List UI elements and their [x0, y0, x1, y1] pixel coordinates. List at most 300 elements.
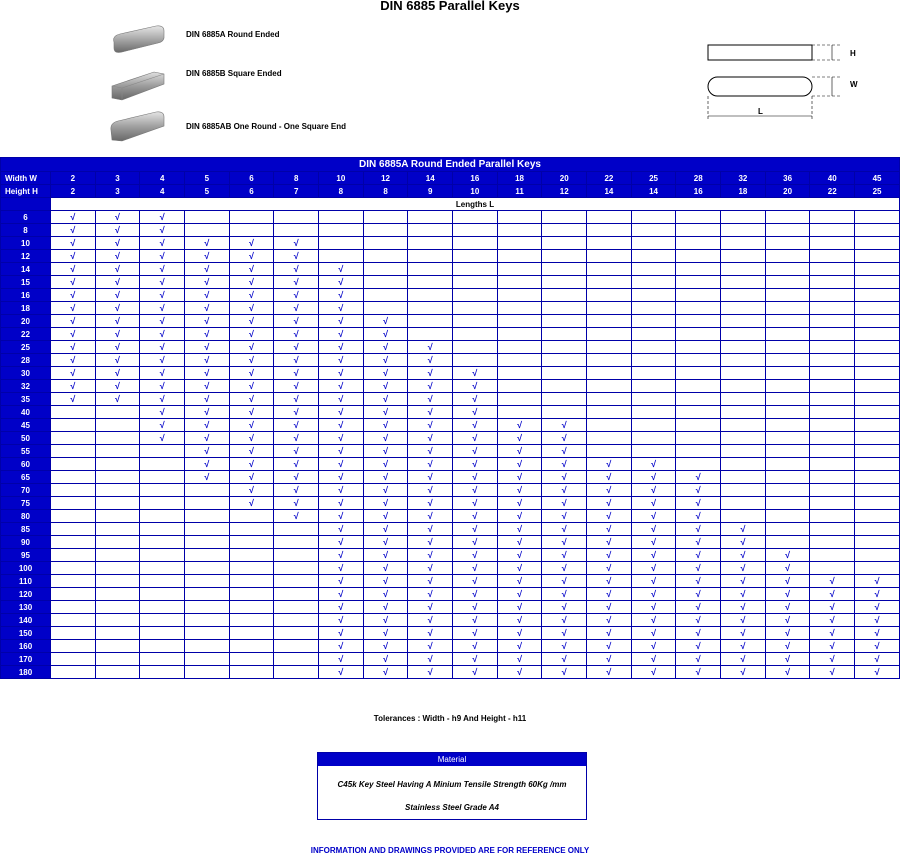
height-value: 22 [810, 185, 855, 198]
availability-check: √ [363, 549, 408, 562]
availability-check: √ [51, 380, 96, 393]
availability-check: √ [721, 523, 766, 536]
availability-check: √ [542, 601, 587, 614]
availability-check: √ [319, 341, 364, 354]
availability-check: √ [587, 666, 632, 679]
availability-check: √ [319, 302, 364, 315]
availability-check: √ [631, 471, 676, 484]
availability-check: √ [274, 419, 319, 432]
empty-cell [319, 211, 364, 224]
empty-cell [721, 458, 766, 471]
availability-check: √ [95, 263, 140, 276]
empty-cell [408, 276, 453, 289]
availability-check: √ [140, 419, 185, 432]
empty-cell [676, 406, 721, 419]
availability-check: √ [363, 367, 408, 380]
availability-check: √ [855, 575, 900, 588]
table-row [1, 666, 900, 679]
availability-check: √ [676, 510, 721, 523]
length-value: 8 [1, 224, 51, 237]
width-value: 28 [676, 172, 721, 185]
availability-check: √ [587, 484, 632, 497]
empty-cell [51, 536, 96, 549]
length-value: 75 [1, 497, 51, 510]
availability-check: √ [140, 237, 185, 250]
availability-check: √ [408, 523, 453, 536]
empty-cell [185, 588, 230, 601]
length-value: 35 [1, 393, 51, 406]
availability-check: √ [363, 471, 408, 484]
empty-cell [363, 263, 408, 276]
availability-check: √ [497, 640, 542, 653]
availability-check: √ [274, 497, 319, 510]
empty-cell [274, 588, 319, 601]
availability-check: √ [274, 354, 319, 367]
availability-check: √ [229, 237, 274, 250]
empty-cell [855, 341, 900, 354]
availability-check: √ [140, 315, 185, 328]
empty-cell [453, 211, 498, 224]
availability-check: √ [408, 367, 453, 380]
length-value: 22 [1, 328, 51, 341]
availability-check: √ [229, 263, 274, 276]
empty-cell [408, 211, 453, 224]
empty-cell [408, 250, 453, 263]
empty-cell [497, 276, 542, 289]
table-caption: DIN 6885A Round Ended Parallel Keys [1, 158, 900, 172]
empty-cell [274, 224, 319, 237]
empty-cell [765, 445, 810, 458]
availability-check: √ [542, 666, 587, 679]
availability-check: √ [587, 653, 632, 666]
availability-check: √ [51, 341, 96, 354]
empty-cell [497, 211, 542, 224]
availability-check: √ [542, 640, 587, 653]
empty-cell [51, 562, 96, 575]
empty-cell [676, 367, 721, 380]
availability-check: √ [185, 367, 230, 380]
length-dim-label: L [758, 107, 763, 116]
height-value: 8 [363, 185, 408, 198]
availability-check: √ [229, 380, 274, 393]
availability-check: √ [274, 471, 319, 484]
availability-check: √ [274, 432, 319, 445]
empty-cell [497, 263, 542, 276]
empty-cell [587, 237, 632, 250]
availability-check: √ [497, 471, 542, 484]
empty-cell [855, 289, 900, 302]
empty-cell [631, 289, 676, 302]
empty-cell [140, 601, 185, 614]
availability-check: √ [408, 406, 453, 419]
availability-check: √ [363, 536, 408, 549]
availability-check: √ [542, 497, 587, 510]
availability-check: √ [319, 627, 364, 640]
availability-check: √ [363, 666, 408, 679]
empty-cell [765, 523, 810, 536]
length-value: 25 [1, 341, 51, 354]
empty-cell [587, 328, 632, 341]
availability-check: √ [274, 276, 319, 289]
height-value: 11 [497, 185, 542, 198]
availability-check: √ [497, 536, 542, 549]
empty-cell [676, 341, 721, 354]
empty-cell [587, 341, 632, 354]
empty-cell [676, 250, 721, 263]
availability-check: √ [319, 588, 364, 601]
availability-check: √ [319, 666, 364, 679]
empty-cell [855, 302, 900, 315]
availability-check: √ [721, 627, 766, 640]
width-value: 45 [855, 172, 900, 185]
empty-cell [95, 601, 140, 614]
availability-check: √ [721, 614, 766, 627]
availability-check: √ [319, 419, 364, 432]
availability-check: √ [319, 510, 364, 523]
empty-cell [631, 315, 676, 328]
table-row [1, 406, 900, 419]
availability-check: √ [497, 523, 542, 536]
length-value: 18 [1, 302, 51, 315]
availability-check: √ [229, 471, 274, 484]
empty-cell [765, 393, 810, 406]
availability-check: √ [453, 627, 498, 640]
empty-cell [185, 484, 230, 497]
availability-check: √ [363, 419, 408, 432]
empty-cell [497, 289, 542, 302]
height-value: 20 [765, 185, 810, 198]
empty-cell [855, 315, 900, 328]
empty-cell [51, 601, 96, 614]
empty-cell [676, 380, 721, 393]
empty-cell [274, 575, 319, 588]
table-row [1, 354, 900, 367]
availability-check: √ [810, 588, 855, 601]
empty-cell [587, 289, 632, 302]
availability-check: √ [319, 380, 364, 393]
empty-cell [721, 484, 766, 497]
height-value: 14 [587, 185, 632, 198]
empty-cell [51, 549, 96, 562]
table-row [1, 289, 900, 302]
width-value: 12 [363, 172, 408, 185]
availability-check: √ [453, 367, 498, 380]
availability-check: √ [453, 419, 498, 432]
availability-check: √ [721, 588, 766, 601]
table-row [1, 328, 900, 341]
width-value: 20 [542, 172, 587, 185]
availability-check: √ [319, 289, 364, 302]
empty-cell [855, 432, 900, 445]
empty-cell [765, 276, 810, 289]
empty-cell [631, 393, 676, 406]
availability-check: √ [363, 406, 408, 419]
length-value: 55 [1, 445, 51, 458]
height-row [1, 185, 900, 198]
empty-cell [229, 224, 274, 237]
availability-check: √ [631, 510, 676, 523]
empty-cell [363, 237, 408, 250]
width-value: 3 [95, 172, 140, 185]
empty-cell [765, 315, 810, 328]
availability-check: √ [631, 549, 676, 562]
height-value: 5 [185, 185, 230, 198]
availability-check: √ [631, 640, 676, 653]
empty-cell [587, 419, 632, 432]
empty-cell [810, 510, 855, 523]
empty-cell [229, 575, 274, 588]
empty-cell [140, 458, 185, 471]
availability-check: √ [95, 276, 140, 289]
availability-check: √ [274, 445, 319, 458]
availability-check: √ [408, 640, 453, 653]
availability-check: √ [855, 666, 900, 679]
width-value: 8 [274, 172, 319, 185]
length-value: 180 [1, 666, 51, 679]
availability-check: √ [408, 497, 453, 510]
availability-check: √ [363, 354, 408, 367]
availability-check: √ [274, 250, 319, 263]
material-box [317, 752, 587, 820]
empty-cell [140, 588, 185, 601]
availability-check: √ [140, 302, 185, 315]
availability-check: √ [363, 445, 408, 458]
empty-cell [95, 588, 140, 601]
empty-cell [676, 432, 721, 445]
availability-check: √ [319, 614, 364, 627]
empty-cell [497, 250, 542, 263]
availability-check: √ [229, 497, 274, 510]
availability-check: √ [274, 406, 319, 419]
empty-cell [497, 328, 542, 341]
availability-check: √ [587, 575, 632, 588]
availability-check: √ [185, 393, 230, 406]
availability-check: √ [453, 393, 498, 406]
empty-cell [140, 640, 185, 653]
availability-check: √ [453, 536, 498, 549]
length-value: 32 [1, 380, 51, 393]
availability-check: √ [810, 614, 855, 627]
availability-check: √ [319, 367, 364, 380]
empty-cell [721, 445, 766, 458]
availability-check: √ [810, 666, 855, 679]
availability-check: √ [319, 315, 364, 328]
empty-cell [631, 224, 676, 237]
empty-cell [140, 549, 185, 562]
availability-check: √ [363, 328, 408, 341]
empty-cell [765, 432, 810, 445]
availability-check: √ [855, 627, 900, 640]
empty-cell [542, 263, 587, 276]
table-row [1, 315, 900, 328]
empty-cell [229, 627, 274, 640]
availability-check: √ [497, 432, 542, 445]
table-row [1, 549, 900, 562]
empty-cell [229, 588, 274, 601]
empty-cell [676, 263, 721, 276]
empty-cell [855, 237, 900, 250]
availability-check: √ [408, 354, 453, 367]
empty-cell [676, 211, 721, 224]
table-row [1, 614, 900, 627]
empty-cell [855, 510, 900, 523]
empty-cell [453, 315, 498, 328]
key-label-square: DIN 6885B Square Ended [186, 69, 282, 78]
empty-cell [676, 302, 721, 315]
availability-check: √ [185, 328, 230, 341]
table-row [1, 471, 900, 484]
availability-check: √ [363, 341, 408, 354]
material-line-1: C45k Key Steel Having A Minium Tensile Strength 60Kg /mm [337, 780, 567, 789]
empty-cell [810, 536, 855, 549]
empty-cell [587, 380, 632, 393]
availability-check: √ [676, 497, 721, 510]
empty-cell [810, 315, 855, 328]
availability-check: √ [95, 302, 140, 315]
empty-cell [140, 666, 185, 679]
availability-check: √ [497, 614, 542, 627]
availability-check: √ [51, 393, 96, 406]
availability-check: √ [95, 367, 140, 380]
empty-cell [229, 510, 274, 523]
width-value: 25 [631, 172, 676, 185]
table-row [1, 523, 900, 536]
empty-cell [765, 211, 810, 224]
height-value: 16 [676, 185, 721, 198]
length-value: 170 [1, 653, 51, 666]
availability-check: √ [497, 666, 542, 679]
availability-check: √ [676, 601, 721, 614]
availability-check: √ [587, 601, 632, 614]
availability-check: √ [497, 458, 542, 471]
empty-cell [765, 380, 810, 393]
availability-check: √ [676, 549, 721, 562]
empty-cell [51, 458, 96, 471]
empty-cell [51, 471, 96, 484]
availability-check: √ [140, 406, 185, 419]
empty-cell [140, 445, 185, 458]
availability-check: √ [229, 302, 274, 315]
empty-cell [855, 419, 900, 432]
empty-cell [408, 237, 453, 250]
empty-cell [453, 354, 498, 367]
empty-cell [542, 250, 587, 263]
availability-check: √ [587, 471, 632, 484]
empty-cell [631, 445, 676, 458]
availability-check: √ [363, 653, 408, 666]
availability-check: √ [497, 484, 542, 497]
empty-cell [95, 484, 140, 497]
empty-cell [721, 510, 766, 523]
availability-check: √ [676, 640, 721, 653]
empty-cell [765, 250, 810, 263]
availability-check: √ [140, 341, 185, 354]
empty-cell [855, 250, 900, 263]
availability-check: √ [319, 458, 364, 471]
availability-check: √ [51, 315, 96, 328]
empty-cell [542, 406, 587, 419]
availability-check: √ [453, 666, 498, 679]
empty-cell [185, 614, 230, 627]
availability-check: √ [140, 211, 185, 224]
empty-cell [185, 224, 230, 237]
availability-check: √ [274, 237, 319, 250]
empty-cell [51, 627, 96, 640]
empty-cell [631, 250, 676, 263]
empty-cell [721, 471, 766, 484]
empty-cell [765, 224, 810, 237]
length-value: 30 [1, 367, 51, 380]
empty-cell [631, 341, 676, 354]
availability-check: √ [185, 341, 230, 354]
empty-cell [631, 276, 676, 289]
availability-check: √ [229, 367, 274, 380]
empty-cell [721, 341, 766, 354]
availability-check: √ [229, 445, 274, 458]
availability-check: √ [721, 575, 766, 588]
empty-cell [721, 419, 766, 432]
length-value: 10 [1, 237, 51, 250]
empty-cell [95, 406, 140, 419]
availability-check: √ [542, 445, 587, 458]
length-value: 14 [1, 263, 51, 276]
availability-check: √ [319, 562, 364, 575]
empty-cell [587, 445, 632, 458]
availability-check: √ [51, 276, 96, 289]
empty-cell [185, 211, 230, 224]
availability-check: √ [95, 315, 140, 328]
empty-cell [765, 341, 810, 354]
table-row [1, 419, 900, 432]
availability-check: √ [140, 393, 185, 406]
availability-check: √ [51, 289, 96, 302]
empty-cell [631, 302, 676, 315]
availability-check: √ [542, 523, 587, 536]
empty-cell [453, 276, 498, 289]
availability-check: √ [185, 250, 230, 263]
empty-cell [229, 211, 274, 224]
reference-disclaimer: INFORMATION AND DRAWINGS PROVIDED ARE FOR REFERENCE ONLY [310, 846, 590, 855]
empty-cell [51, 588, 96, 601]
availability-check: √ [185, 315, 230, 328]
availability-check: √ [408, 484, 453, 497]
empty-cell [140, 497, 185, 510]
width-value: 40 [810, 172, 855, 185]
table-row [1, 263, 900, 276]
length-value: 28 [1, 354, 51, 367]
square-ended-key-image [110, 66, 166, 104]
key-label-round-square: DIN 6885AB One Round - One Square End [186, 122, 347, 131]
availability-check: √ [363, 497, 408, 510]
availability-check: √ [185, 263, 230, 276]
width-value: 36 [765, 172, 810, 185]
empty-cell [185, 523, 230, 536]
empty-cell [140, 523, 185, 536]
availability-check: √ [408, 510, 453, 523]
empty-cell [631, 432, 676, 445]
availability-check: √ [408, 627, 453, 640]
empty-cell [631, 211, 676, 224]
availability-check: √ [453, 484, 498, 497]
empty-cell [140, 614, 185, 627]
empty-cell [855, 549, 900, 562]
empty-cell [765, 419, 810, 432]
empty-cell [676, 276, 721, 289]
availability-check: √ [185, 419, 230, 432]
width-value: 10 [319, 172, 364, 185]
empty-cell [51, 419, 96, 432]
availability-check: √ [765, 614, 810, 627]
